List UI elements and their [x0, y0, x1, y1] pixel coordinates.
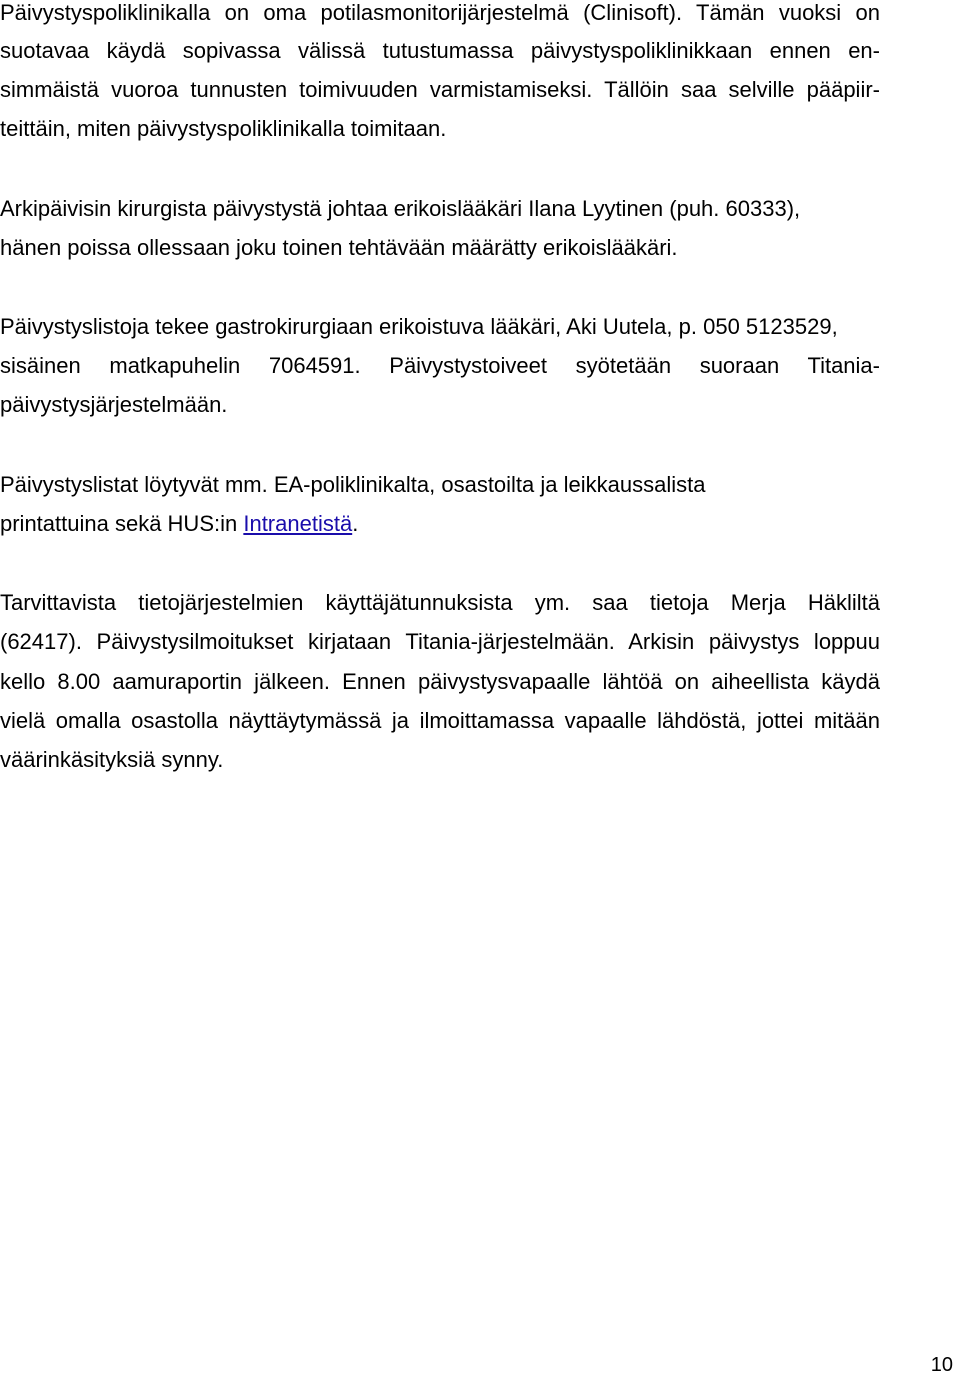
- paragraph-4-line-2: [0, 511, 358, 537]
- page-number: 10: [930, 1354, 953, 1376]
- paragraph-1-line-4: teittäin, miten päivystyspoliklinikalla toimitaan.: [0, 116, 447, 141]
- paragraph-5-line-2: (62417). Päivystysilmoitukset kirjataan Titania-järjestelmään. Arkisin päivystys loppuu: [0, 629, 880, 654]
- paragraph-3-line-2: sisäinen matkapuhelin 7064591. Päivystystoiveet syötetään suoraan Titania-: [0, 353, 880, 378]
- paragraph-5-line-4: vielä omalla osastolla näyttäytymässä ja ilmoittamassa vapaalle lähdöstä, jottei mitään: [0, 708, 880, 733]
- paragraph-2-line-2: hänen poissa ollessaan joku toinen tehtävään määrätty erikoislääkäri.: [0, 235, 678, 260]
- paragraph-3-line-1: Päivystyslistoja tekee gastrokirurgiaan erikoistuva lääkäri, Aki Uutela, p. 050 5123529,: [0, 314, 838, 339]
- paragraph-1-line-1: Päivystyspoliklinikalla on oma potilasmonitorijärjestelmä (Clinisoft). Tämän vuoksi on: [0, 0, 880, 25]
- paragraph-1-line-3: simmäistä vuoroa tunnusten toimivuuden varmistamiseksi. Tällöin saa selville pääpiir-: [0, 77, 880, 102]
- paragraph-5-line-5: väärinkäsityksiä synny.: [0, 747, 224, 772]
- paragraph-5-line-1: Tarvittavista tietojärjestelmien käyttäjätunnuksista ym. saa tietoja Merja Häkliltä: [0, 590, 880, 615]
- paragraph-3-line-3: päivystysjärjestelmään.: [0, 392, 228, 417]
- intranet-link[interactable]: Intranetistä: [243, 511, 353, 536]
- paragraph-4-line-2-suffix: .: [352, 511, 359, 536]
- paragraph-2-line-1: Arkipäivisin kirurgista päivystystä johtaa erikoislääkäri Ilana Lyytinen (puh. 60333),: [0, 196, 801, 221]
- paragraph-4-line-1: Päivystyslistat löytyvät mm. EA-poliklinikalta, osastoilta ja leikkaussalista: [0, 472, 706, 497]
- paragraph-1-line-2: suotavaa käydä sopivassa välissä tutustumassa päivystyspoliklinikkaan ennen en-: [0, 38, 880, 63]
- paragraph-5-line-3: kello 8.00 aamuraportin jälkeen. Ennen päivystysvapaalle lähtöä on aiheellista käydä: [0, 669, 880, 694]
- paragraph-4-line-2-prefix: printattuina sekä HUS:in: [0, 511, 244, 536]
